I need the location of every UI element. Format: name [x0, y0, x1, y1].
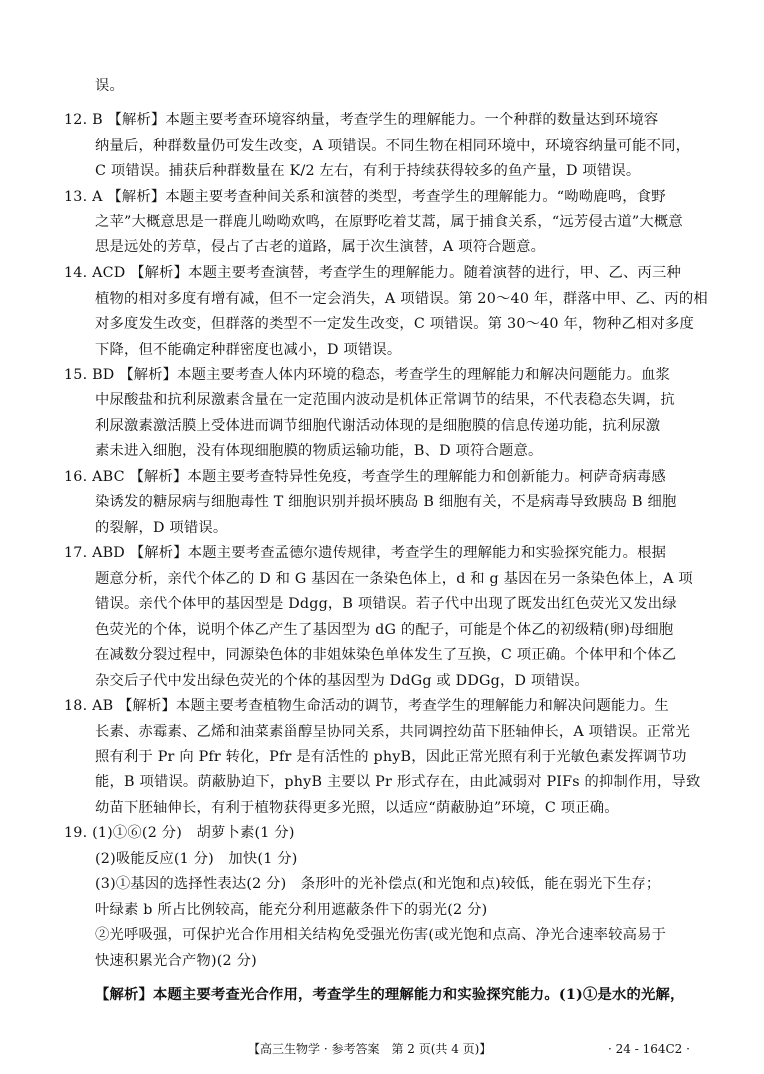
- text-line: 色荧光的个体，说明个体乙产生了基因型为 dG 的配子，可能是个体乙的初级精(卵)母细胞: [95, 622, 674, 638]
- text-line: 中尿酸盐和抗利尿激素含量在一定范围内波动是机体正常调节的结果，不代表稳态失调，抗: [95, 392, 675, 408]
- text-line: 杂交后子代中发出绿色荧光的个体的基因型为 DdGg 或 DDGg，D 项错误。: [95, 673, 589, 689]
- text-line: 染诱发的糖尿病与细胞毒性 T 细胞识别并损坏胰岛 B 细胞有关，不是病毒导致胰岛 B 细胞: [95, 494, 677, 510]
- text-line: 对多度发生改变，但群落的类型不一定发生改变，C 项错误。第 30～40 年，物种乙相对多度: [95, 316, 694, 332]
- text-line: 思是远处的芳草，侵占了古老的道路，属于次生演替，A 项符合题意。: [95, 239, 546, 255]
- text-line: 叶绿素 b 所占比例较高，能充分利用遮蔽条件下的弱光(2 分): [95, 902, 488, 918]
- text-line: C 项错误。捕获后种群数量在 K/2 左右，有利于持续获得较多的鱼产量，D 项错误。: [95, 163, 641, 179]
- text-line: 13. A 【解析】本题主要考查种间关系和演替的类型，考查学生的理解能力。“呦呦鹿鸣，食野: [64, 189, 666, 205]
- text-line: 15. BD 【解析】本题主要考查人体内环境的稳态，考查学生的理解能力和解决问题能力。血浆: [64, 367, 671, 383]
- text-line: 题意分析，亲代个体乙的 D 和 G 基因在一条染色体上，d 和 g 基因在另一条染色体上，A 项: [95, 571, 693, 587]
- text-line: 19. (1)①⑥(2 分) 胡萝卜素(1 分): [64, 825, 295, 841]
- text-line: 12. B 【解析】本题主要考查环境容纳量，考查学生的理解能力。一个种群的数量达到环境容: [64, 112, 659, 128]
- text-line: 下降，但不能确定种群密度也减小，D 项错误。: [95, 342, 402, 358]
- text-line: 的裂解，D 项错误。: [95, 520, 228, 536]
- page-footer: [0, 1041, 764, 1057]
- text-line: 素未进入细胞，没有体现细胞膜的物质运输功能，B、D 项符合题意。: [95, 443, 543, 459]
- text-line: 误。: [95, 78, 124, 94]
- footer-page-info: 【高三生物学 · 参考答案 第 2 页(共 4 页)】: [248, 1042, 492, 1056]
- text-line: 之苹”大概意思是一群鹿儿呦呦欢鸣，在原野吃着艾蒿，属于捕食关系，“远芳侵古道”大概意: [95, 214, 683, 230]
- text-line: 能，B 项错误。荫蔽胁迫下，phyB 主要以 Pr 形式存在，由此减弱对 PIFs 的抑制作用，导致: [95, 774, 701, 790]
- text-line: 14. ACD 【解析】本题主要考查演替，考查学生的理解能力。随着演替的进行，甲、乙、丙三种: [64, 265, 682, 281]
- text-line: (2)吸能反应(1 分) 加快(1 分): [95, 851, 298, 867]
- text-line: 【解析】本题主要考查光合作用，考查学生的理解能力和实验探究能力。(1)①是水的光解，: [95, 987, 685, 1003]
- footer-code: · 24 - 164C2 ·: [608, 1042, 690, 1056]
- text-line: ②光呼吸强，可保护光合作用相关结构免受强光伤害(或光饱和点高、净光合速率较高易于: [95, 927, 667, 943]
- text-line: 长素、赤霉素、乙烯和油菜素甾醇呈协同关系，共同调控幼苗下胚轴伸长，A 项错误。正常光: [95, 724, 691, 740]
- text-line: 植物的相对多度有增有减，但不一定会消失，A 项错误。第 20～40 年，群落中甲、乙、丙的相: [95, 291, 708, 307]
- text-line: 在减数分裂过程中，同源染色体的非姐妹染色单体发生了互换，C 项正确。个体甲和个体乙: [95, 647, 677, 663]
- text-line: 幼苗下胚轴伸长，有利于植物获得更多光照，以适应“荫蔽胁迫”环境，C 项正确。: [95, 800, 619, 816]
- text-line: 利尿激素激活膜上受体进而调节细胞代谢活动体现的是细胞膜的信息传递功能，抗利尿激: [95, 418, 661, 434]
- text-line: 照有利于 Pr 向 Pfr 转化，Pfr 是有活性的 phyB，因此正常光照有利于光敏色素发挥调节功: [95, 749, 687, 765]
- text-line: 错误。亲代个体甲的基因型是 Ddgg，B 项错误。若子代中出现了既发出红色荧光又发出绿: [95, 596, 677, 612]
- text-line: 快速积累光合产物)(2 分): [95, 953, 257, 969]
- text-line: (3)①基因的选择性表达(2 分) 条形叶的光补偿点(和光饱和点)较低，能在弱光下生存；: [95, 876, 661, 892]
- text-line: 纳量后，种群数量仍可发生改变，A 项错误。不同生物在相同环境中，环境容纳量可能不同，: [95, 138, 691, 154]
- text-line: 18. AB 【解析】本题主要考查植物生命活动的调节，考查学生的理解能力和解决问题能力。生: [64, 698, 669, 714]
- text-line: 16. ABC 【解析】本题主要考查特异性免疫，考查学生的理解能力和创新能力。柯萨奇病毒感: [64, 469, 666, 485]
- text-line: 17. ABD 【解析】本题主要考查孟德尔遗传规律，考查学生的理解能力和实验探究能力。根据: [64, 545, 667, 561]
